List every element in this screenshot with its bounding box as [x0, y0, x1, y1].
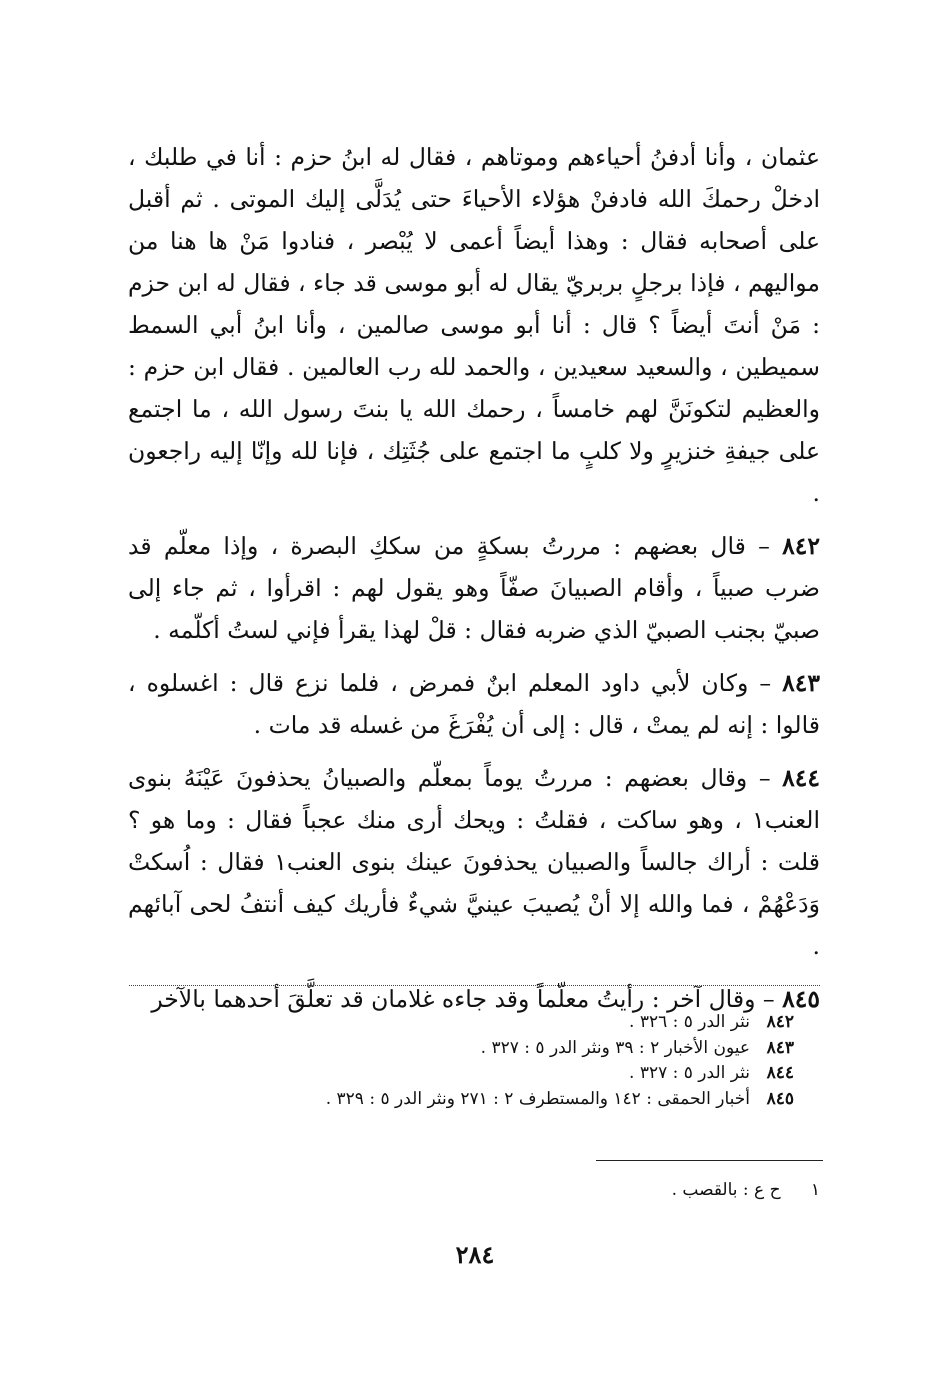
page-number: ٢٨٤: [455, 1240, 495, 1269]
paragraph-844: [128, 757, 820, 967]
footnote-separator: [596, 1160, 823, 1161]
paragraph-continuation: [128, 136, 820, 514]
footnote-number: ١: [810, 1180, 820, 1200]
dotted-separator: [129, 985, 820, 986]
paragraph-text: عثمان ، وأنا أدفنُ أحياءهم وموتاهم ، فقال له ابنُ حزم : أنا في طلبك ، ادخلْ رحمكَ الله فادفنْ هؤلاء الأحياءَ حتى يُدَلَّى إليك الموتى . ثم أقبل على أصحابه فقال : وهذا أيضاً أعمى لا يُبْصر ، فنادوا مَنْ ها هنا من مواليهم ، فإذا برجلٍ بربريّ يقال له أبو موسى قد جاء ، فقال له ابن حزم : مَنْ أنتَ أيضاً ؟ قال : أنا أبو موسى صالمين ، وأنا ابنُ أبي السمط سميطين ، والسعيد سعيدين ، والحمد لله رب العالمين . فقال ابن حزم : والعظيم لتكونَنَّ لهم خامساً ، رحمك الله يا بنتَ رسول الله ، ما اجتمع على جيفةِ خنزيرٍ ولا كلبٍ ما اجتمع على جُثَتِك ، فإنا لله وإنّا إليه راجعون .: [128, 143, 820, 507]
paragraph-text: – وكان لأبي داود المعلم ابنٌ فمرض ، فلما نزع قال : اغسلوه ، قالوا : إنه لم يمتْ ، قال : إلى أن يُفْرَغَ من غسله قد مات .: [128, 669, 820, 739]
reference-row: [234, 1036, 794, 1062]
reference-number: ٨٤٣: [766, 1037, 794, 1058]
footnote-text: ح ع : بالقصب .: [671, 1180, 781, 1200]
main-text: [128, 136, 820, 1031]
paragraph-number: ٨٤٥: [782, 985, 820, 1013]
paragraph-number: ٨٤٢: [782, 532, 820, 560]
footnote: [420, 1178, 820, 1202]
reference-number: ٨٤٢: [766, 1012, 794, 1032]
reference-row: [234, 1010, 794, 1036]
reference-text: نثر الدر ٥ : ٣٢٧ .: [629, 1063, 750, 1083]
reference-row: [234, 1087, 794, 1113]
paragraph-843: [128, 662, 820, 746]
reference-text: نثر الدر ٥ : ٣٢٦ .: [629, 1012, 750, 1032]
source-references: [234, 1010, 794, 1112]
paragraph-text: – قال بعضهم : مررتُ بسكةٍ من سككِ البصرة ، وإذا معلّم قد ضرب صبياً ، وأقام الصبيانَ صفّاً وهو يقول لهم : اقرأوا ، ثم جاء إلى صبيّ بجنب الصبيّ الذي ضربه فقال : قلْ لهذا يقرأ فإني لستُ أكلّمه .: [128, 532, 820, 644]
reference-text: أخبار الحمقى : ١٤٢ والمستطرف ٢ : ٢٧١ ونثر الدر ٥ : ٣٢٩ .: [325, 1088, 750, 1109]
paragraph-number: ٨٤٤: [782, 764, 820, 792]
paragraph-842: [128, 525, 820, 651]
paragraph-number: ٨٤٣: [782, 669, 820, 697]
reference-row: [234, 1061, 794, 1087]
reference-text: عيون الأخبار ٢ : ٣٩ ونثر الدر ٥ : ٣٢٧ .: [480, 1037, 750, 1058]
paragraph-text: – وقال آخر : رأيتُ معلّماً وقد جاءه غلامان قد تعلَّقَ أحدهما بالآخر: [151, 985, 775, 1013]
reference-number: ٨٤٤: [766, 1063, 794, 1083]
paragraph-text: – وقال بعضهم : مررتُ يوماً بمعلّم والصبيانُ يحذفونَ عَيْنَهُ بنوى العنب١ ، وهو ساكت ، فقلتُ : ويحك أرى منك عجباً فقال : وما هو ؟ قلت : أراك جالساً والصبيان يحذفونَ عينك بنوى العنب١ فقال : اُسكتْ وَدَعْهُمْ ، فما والله إلا أنْ يُصيبَ عينيَّ شيءٌ فأريك كيف أنتفُ لحى آبائهم .: [128, 764, 820, 960]
reference-number: ٨٤٥: [766, 1088, 794, 1109]
